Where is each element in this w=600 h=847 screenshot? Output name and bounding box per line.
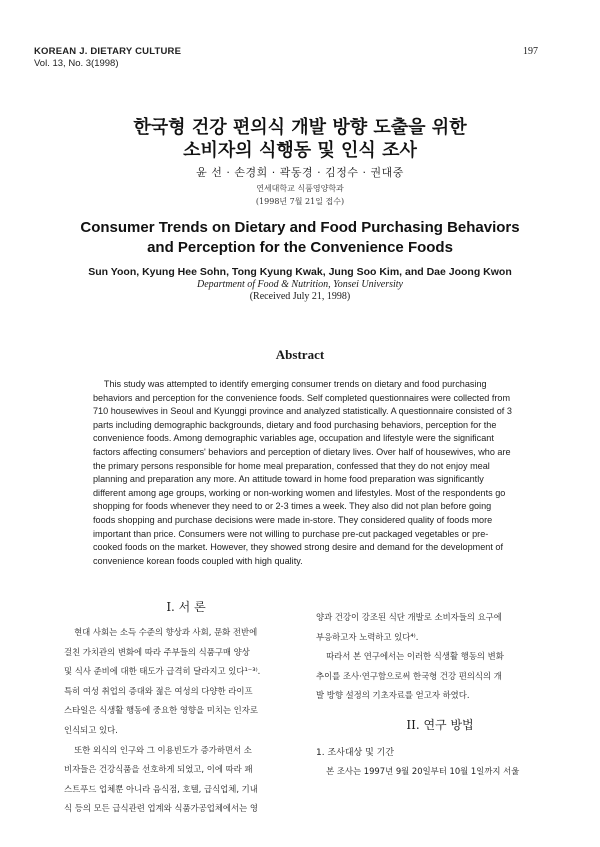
abstract-line: different among age groups, working or non-working women and lifestyles. Most of the respondents go [93,487,506,498]
page-number: 197 [523,46,538,57]
introduction-continued [316,608,564,706]
section-heading-methods: II. 연구 방법 [406,717,474,732]
introduction-line: 비자들은 건강식품을 선호하게 되었고, 이에 따라 패 [64,764,253,775]
introduction-continued-line: 따라서 본 연구에서는 이러한 식생활 행동의 변화 [326,651,504,662]
english-title [0,218,600,258]
abstract-body [93,378,517,568]
abstract-line: the primary persons responsible for home meal preparation, confessed that they do not enjoy meal [93,460,490,471]
english-title-line1: Consumer Trends on Dietary and Food Purchasing Behaviors [80,219,520,236]
introduction-continued-line: 부응하고자 노력하고 있다⁴⁾. [316,631,419,642]
journal-header [34,46,181,70]
introduction-continued-line: 양과 건강이 강조된 식단 개발로 소비자들의 요구에 [316,612,502,622]
journal-name: KOREAN J. DIETARY CULTURE [34,46,182,57]
korean-affiliation-block [0,182,600,208]
korean-title [0,116,600,162]
introduction-body [64,623,308,819]
introduction-line: 현대 사회는 소득 수준의 향상과 사회, 문화 전반에 [74,627,258,637]
abstract-line: behaviors and perception for the convenience foods. Self completed questionnaires were collected from [93,392,511,403]
left-column [64,598,308,819]
abstract-line: convenience foods. Among demographic variables age, occupation and lifestyle were the significant [93,433,494,444]
korean-received-date: (1998년 7월 21일 접수) [255,197,345,206]
introduction-line: 걸친 가치관의 변화에 따라 주부들의 식품구매 양상 [64,646,250,657]
introduction-line: 또한 외식의 인구와 그 이용빈도가 증가하면서 소 [74,744,252,755]
abstract-line: factors affecting consumers' behaviors and perception of dietary lives. Over half of housewives, who are [93,446,511,457]
abstract-line: cooked foods on the market. However, they showed strong desire and demand for the development of [93,542,503,553]
journal-volume: Vol. 13, No. 3(1998) [34,58,119,69]
english-department: Department of Food & Nutrition, Yonsei University [196,279,403,290]
introduction-line: 스타일은 식생활 행동에 중요한 영향을 미치는 인자로 [64,705,258,716]
introduction-line: 및 식사 준비에 대한 태도가 급격히 달라지고 있다¹⁻³⁾. [64,666,261,677]
abstract-line: 710 housewives in Seoul and Kyunggi province and analyzed statistically. A questionnaire consisted of 3 [93,406,512,417]
subsection-heading: 1. 조사대상 및 기간 [316,747,395,758]
introduction-line: 특히 여성 취업의 증대와 젊은 여성의 다양한 라이프 [64,685,253,696]
english-authors: Sun Yoon, Kyung Hee Sohn, Tong Kyung Kwak, Jung Soo Kim, and Dae Joong Kwon [88,266,512,278]
abstract-line: This study was attempted to identify emerging consumer trends on dietary and food purchasing [103,379,487,389]
korean-title-line2: 소비자의 식행동 및 인식 조사 [183,140,417,161]
abstract-heading: Abstract [275,347,325,362]
right-column [316,608,564,782]
abstract-line: foods shopping and purchase decisions were made in-store. They considered quality of foods more [93,514,493,525]
introduction-line: 인식되고 있다. [64,724,118,735]
english-received-date: (Received July 21, 1998) [249,291,351,302]
introduction-line: 스트푸드 업체뿐 아니라 음식점, 호텔, 급식업체, 기내 [64,783,258,794]
korean-title-line1: 한국형 건강 편의식 개발 방향 도출을 위한 [133,117,467,138]
abstract-line: shopping for foods whenever they need to or 2-3 times a week. They also did not plan before going [93,501,492,512]
abstract-line: parts including demographic backgrounds, dietary and food purchasing behaviors, perception for the [93,419,497,430]
introduction-continued-line: 발 방향 설정의 기초자료를 얻고자 하였다. [316,690,470,701]
english-title-line2: and Perception for the Convenience Foods [147,239,453,256]
introduction-continued-line: 추이를 조사·연구함으로써 한국형 건강 편의식의 개 [316,670,502,681]
korean-authors: 윤 선 · 손경희 · 곽동경 · 김정수 · 권대중 [196,166,404,179]
section-heading-introduction: I. 서 론 [166,600,206,614]
methods-body [316,762,564,782]
korean-affiliation: 연세대학교 식품영양학과 [256,184,344,193]
abstract-line: planning and preparation any more. An attitude toward in home food preparation was significantly [93,474,484,485]
methods-line: 본 조사는 1997년 9월 20일부터 10월 1일까지 서울 [326,765,520,776]
abstract-line: important than price. Consumers were not willing to purchase pre-cut packaged vegetables or pre- [93,528,489,539]
introduction-line: 식 등의 모든 급식관련 업계와 식품가공업체에서는 영 [64,803,258,814]
abstract-line: convenience korean foods coupled with high quality. [93,555,303,566]
